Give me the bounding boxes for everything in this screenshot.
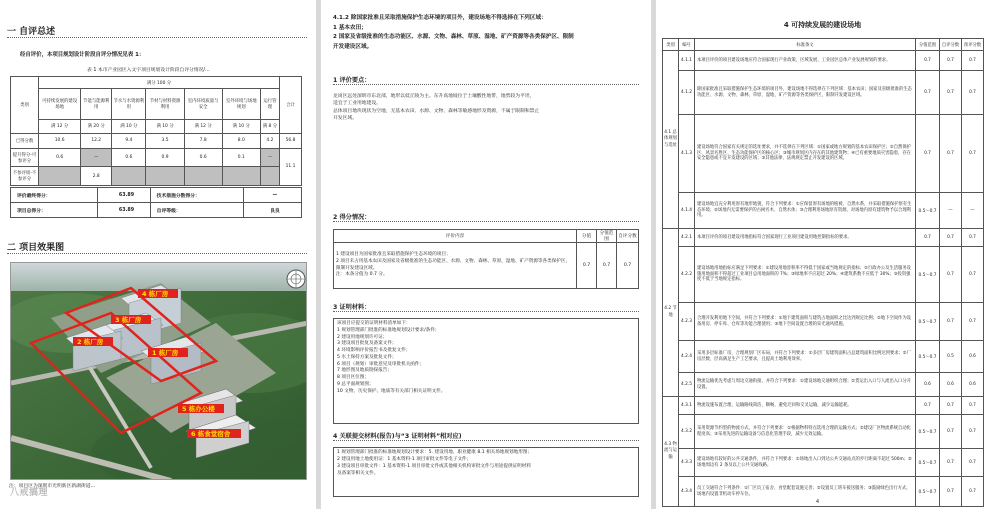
col-header: 类别 [663,39,679,51]
table-cell: 3.5 [146,133,184,148]
col-header: 编号 [679,39,695,51]
score-range: 0.7 [916,229,940,247]
supporting-list [333,447,639,497]
score-value: 0.7 [577,243,597,289]
list-item: 2 建设用地土地使用证：1 基本资料-1 项目审批文件等电子文件； [337,456,472,462]
clause-id: 4.3.4 [679,477,695,507]
full-score-header: 满分 100 分 [39,77,280,89]
section-score: 2 得分情况： [333,214,371,221]
tech-score-value: — [243,188,301,203]
self-evaluation-statement: 经自评价，本项目规划设计阶段自评分情况见表 1： [20,52,145,58]
dotted-divider [333,311,639,312]
table-cell [39,167,81,186]
pre-score: 0.7 [962,415,984,449]
self-score: 0.7 [940,229,962,247]
self-score: 0.7 [940,449,962,477]
full-score-cell: 满 12 分 [184,120,222,133]
table-cell [260,167,279,186]
clause-text: 建设场地有较好的公共交通条件，并符合下列要求：①场地出入口到达公共交通站点的步行距离不超过 500m；②场地周边有 2 条及以上公共交通线路。 [695,449,916,477]
list-item: 5 水土保持方案及批复文件； [337,354,397,360]
project-aerial-rendering [10,262,307,480]
score-range: 0.5～0.7 [916,449,940,477]
document-page-2 [321,0,651,509]
list-item: 1 规划管理部门批准的标准地规划设计要求/条件； [337,327,440,333]
table-row [11,148,302,167]
table-cell [222,167,260,186]
table-cell: 4.2 [260,133,279,148]
building-label-6: 6 栋食堂宿舍 [191,430,231,438]
document-page-1 [0,0,316,509]
evaluation-paragraph [333,93,638,123]
col-header: 标准条文 [695,39,916,51]
col-header: 评价内容 [334,230,577,243]
list-item: 2 建设用地规划许可证； [337,334,388,340]
clause-text: 采用资源节约型的物流方式，并符合下列要求：①根据物料特点选用合理的运输方式；②建设厂区物流系统自动化程度高；③采用先进的运输设备与信息化管理手段，减少无效运输。 [695,415,916,449]
table-row [663,477,984,507]
table-row [11,133,302,148]
score-range: 0.5～0.7 [916,477,940,507]
list-item: 8 项目区位图； [337,375,369,380]
col-header: 分值范围 [597,230,617,243]
pre-score: 0.7 [962,247,984,303]
self-level-label: 自评等级： [150,203,243,218]
clause-line: 1 基本农田； [333,24,367,31]
clause-text: 本项目评价的项目建设场地应符合国家现行产业政策，区域发展、工业园区总体产业发展规划的要求。 [695,51,916,71]
table-caption: 表 1 本市产业园区入文字项目规划设计阶段自评分情况/... [87,68,210,73]
tech-score-label: 技术措施分数得分： [150,188,243,203]
clause-text: 员工交通符合下列条件：①厂区员工宿舍、食堂配套设施完善；②设置员工班车接送服务；③鼓励绿色出行方式，场地内设置非机动车停车位。 [695,477,916,507]
group-label: 4.3 物流与运输 [663,397,679,507]
pre-score: 0.7 [962,397,984,415]
table-row [11,167,302,186]
clause-text: 本项目评价的项目建设用地指标符合国家现行工业项目建设用地控制指标的要求。 [695,229,916,247]
clause-line: 2 国家及省级批准的生态功能区、水源、文物、森林、草原、湿地、矿产资源等各类保护区、限制 [333,34,574,40]
table-row [663,51,984,71]
pre-score: 0.7 [962,303,984,341]
full-score-cell: 满 10 分 [222,120,260,133]
self-score: 0.7 [940,303,962,341]
clause-text: 建设场地宜充分利用原有地形地貌，符合下列要求：①应保留原有场地的植被、自然水系，并采取措施保护原有生态环境；②场地内无需要保护的古树名木、自然水体；③合理利用场地原有资源，对场地内原有建筑物予以合理利用。 [695,193,916,229]
clause-text: 物流运输优先考虑与周边交通衔接，并符合下列要求：①建设场地交通组织合理；②货运出入口与人流出入口分开设置。 [695,373,916,397]
clause-id: 4.3.2 [679,415,695,449]
row-label: 提升得分-可参评分 [11,148,39,167]
col-header: 自评分数 [940,39,962,51]
table-cell [184,167,222,186]
list-item: 9 总平面规划图； [337,381,374,387]
clause-id: 4.2.2 [679,247,695,303]
table-row [663,247,984,303]
clause-heading [333,14,643,52]
self-score: 0.7 [940,115,962,193]
col-header: 室外环境与场地规划 [222,89,260,120]
clause-id: 4.3.3 [679,449,695,477]
row-label: 已得分数 [11,133,39,148]
score-range: 0.5～0.7 [916,341,940,373]
eval-score-label: 评价最终得分： [11,188,98,203]
col-header: 预评分数 [962,39,984,51]
table-cell: 10.6 [39,133,81,148]
clause-line: 4.1.2 除国家批准且采取措施保护生态环境的项目外，建设场地不得选择在下列区域： [333,15,547,21]
clause-id: 4.3.1 [679,397,695,415]
building-label-4: 4 栋厂房 [142,290,169,298]
col-header: 可持续发展的建设场地 [39,89,81,120]
clause-id: 4.2.4 [679,341,695,373]
project-score-label: 项目总得分： [11,203,98,218]
clause-id: 4.1.1 [679,51,695,71]
section-evidence: 3 证明材料： [333,304,371,311]
self-score: 0.7 [940,415,962,449]
building-label-2: 2 栋厂房 [77,338,104,346]
score-footnote: 注：本条分值为 0.7 分。 [336,272,388,278]
eval-score-value: 63.89 [98,188,150,203]
group-label: 4.2 节地 [663,229,679,397]
table-cell: 0.1 [222,148,260,167]
row-label: 不参评项-不参评分 [11,167,39,186]
clause-id: 4.1.4 [679,193,695,229]
col-header: 分值 [577,230,597,243]
table-row [663,193,984,229]
document-page-3 [656,0,989,509]
table-row [663,449,984,477]
building-label-3: 3 栋厂房 [115,316,142,324]
dotted-divider [333,440,639,441]
table-cell: — [81,148,112,167]
col-header: 运行管理 [260,89,279,120]
full-score-cell: 满 12 分 [39,120,81,133]
table-cell: 0.6 [184,148,222,167]
pre-score: 0.6 [962,373,984,397]
full-score-cell: 满 20 分 [81,120,112,133]
table-cell: 12.2 [81,133,112,148]
pre-score: 0.7 [962,71,984,115]
pre-score: 0.7 [962,51,984,71]
clause-id: 4.2.1 [679,229,695,247]
table-total-cell: 56.8 [280,133,302,148]
full-score-cell: 满 8 分 [260,120,279,133]
table-row [663,373,984,397]
criteria-table [662,38,984,507]
col-header: 分值范围 [916,39,940,51]
self-score: 0.7 [617,243,639,289]
page-number: 4 [816,500,820,505]
col-total-header: 合计 [280,77,302,134]
section-supporting-materials: 4 关联提交材料(报告)与“3 证明材料”相对应) [333,433,462,440]
paragraph-line: 开发区域。 [333,116,357,122]
col-category-header: 类别 [11,77,39,134]
pre-score: 0.7 [962,449,984,477]
self-score-table [10,76,302,186]
self-score: 0.5 [940,341,962,373]
clause-text: 物流设施布置合理，运输路线简洁、顺畅，避免迂回和交叉运输，减少运输能耗。 [695,397,916,415]
table-cell [112,167,146,186]
section-title-self-evaluation: 一 自评总述 [7,27,56,37]
self-score: 0.6 [940,373,962,397]
section-title-renderings: 二 项目效果图 [7,243,65,253]
dotted-divider [7,253,307,254]
score-range: 0.7 [916,397,940,415]
score-range: 0.7 [916,115,940,193]
clause-text: 除国家批准且采取措施保护生态环境的项目外，建设场地不得选择在下列区域：基本农田；国家及省级批准的生态功能区、水源、文物、森林、草原、湿地、矿产资源等各类保护区，限制开发建设区域。 [695,71,916,115]
list-item: 及备案等相关文件。 [337,470,379,476]
pre-score: 0.7 [962,115,984,193]
score-range: 0.5～0.7 [916,415,940,449]
table-cell: 0.9 [146,148,184,167]
score-range: 0.5～0.7 [916,303,940,341]
paragraph-line: 龙岗区远处深圳市东北部，地形以低丘陵为主。东升高地坡位于土壤酸性地带，地势较为平坦， [333,94,535,99]
self-score: 0.7 [940,247,962,303]
chapter-title: 4 可持续发展的建设场地 [783,21,862,29]
table-cell [146,167,184,186]
group-label: 4.1 总体规划与选址 [663,51,679,229]
rendering-caption: 注：项目区为深圳市光明新区新湖街道... [9,484,96,489]
table-row [663,115,984,193]
table-row [663,415,984,449]
score-item: 2 项目未占用基本农田及国家及省级批准的生态功能区、水源、文物、森林、草原、湿地、矿产资源等各类保护区，限制开发建设区域。 [336,258,571,271]
clause-text: 建设场地符合国家有关规定的选址要求，并不选择在下列区域：①国家或地方规划的基本农田保护区；②自然保护区、风景名胜区、生态功能保护区的核心区；③城市规划区内存在的其他建筑物；④已有重要地质灾害隐患，存在安全隐患或不宜开发建设的区域；⑤其他法律、法规规定禁止开发建设的区域。 [695,115,916,193]
score-range: 0.5～0.7 [916,247,940,303]
score-range: 0.7 [916,51,940,71]
list-item: 10 文物、历史保护、地质等有关部门相关证明文件。 [337,388,446,394]
table-cell: 0.6 [39,148,81,167]
pre-score: — [962,193,984,229]
evidence-list [333,318,639,424]
table-cell: 2.8 [81,167,112,186]
score-range: 0.5～0.7 [916,193,940,229]
table-cell: 9.4 [112,133,146,148]
building-label-1: 1 栋厂房 [152,349,179,357]
score-item: 1 建设项目为国家批准且采取措施保护生态环境的项目； [336,252,451,258]
list-item: 7 地形图及地质勘探报告； [337,368,392,374]
table-cell: — [260,148,279,167]
building-label-5: 5 栋办公楼 [182,405,215,413]
list-item: 6 项目（规划）审批意见及审批机关函件； [337,361,425,367]
list-item: 4 环境影响评价报告书及批复文件； [337,348,411,353]
section-evaluation-points: 1 评价要点： [333,77,371,84]
clause-line: 开发建设区域。 [333,43,373,50]
pre-score: 0.7 [962,477,984,507]
clause-text: 合理开发利用地下空间，并符合下列要求：①地下建筑面积与建筑占地面积之比达到规定比例；②地下空间作为设备用房、停车库、仓库等功能合理使用；③地下空间设置合理的采光通风措施。 [695,303,916,341]
col-header: 自评分数 [617,230,639,243]
clause-text: 建设场地用地指标应满足下列要求：①建设用地容积率不得低于国家或当地规定的指标；②行政办公及生活服务设施用地面积不得超过工业项目总用地面积的 7%；③绿地率不应超过 20%；④建筑系数不应低于 30%；⑤投资强度不低于当地规定指标。 [695,247,916,303]
table-row [663,341,984,373]
dotted-divider [333,84,639,85]
list-item: 该项目应提交的证明材料清单如下： [337,321,411,326]
list-item: 1 规划管理部门批准的标准地规划设计要求：5. 建设用地、职业健康 8.1 相关场地规划地形图； [337,450,533,455]
pre-score: 0.6 [962,341,984,373]
score-table [333,229,639,289]
table-row [663,397,984,415]
clause-text: 采用多层标准厂房，合理规划厂区布局，并符合下列要求：①多层厂房建筑面积占总建筑面积比例达到要求；②厂房层数、层高满足生产工艺要求，且提高土地利用效率。 [695,341,916,373]
watermark-logo: 八戒搞理 [10,488,49,498]
table-row [663,303,984,341]
table-total-cell: 11.1 [280,148,302,185]
col-header: 节材与材料资源利用 [146,89,184,120]
clause-id: 4.2.3 [679,303,695,341]
self-score: — [940,193,962,229]
full-score-cell: 满 10 分 [112,120,146,133]
self-level-value: 良良 [243,203,301,218]
clause-id: 4.1.3 [679,115,695,193]
full-score-cell: 满 10 分 [146,120,184,133]
score-range: 0.7 [916,71,940,115]
paragraph-line: 总体项目地块现状为空地，无基本农田、水源、文物、森林等敏感地形及资源，不属于限制和禁止 [333,108,540,114]
col-header: 室内环境质量与安全 [184,89,222,120]
pre-score: 0.7 [962,229,984,247]
list-item: 3 建设项目批复及备案文件； [337,341,397,347]
summary-table [10,187,302,218]
table-row [663,229,984,247]
table-cell: 8.0 [222,133,260,148]
score-range: 0.6 [916,373,940,397]
table-cell: 0.6 [112,148,146,167]
self-score: 0.7 [940,477,962,507]
clause-id: 4.2.5 [679,373,695,397]
project-score-value: 63.89 [98,203,150,218]
table-row [663,71,984,115]
list-item: 3 建设项目审批文件：1 基本资料-1 项目审批文件或其他相关机构审批文件与用途提供证明材料 [337,463,531,469]
dotted-divider [333,221,639,222]
self-score: 0.7 [940,397,962,415]
score-content [334,243,577,289]
score-range: 0.7 [597,243,617,289]
col-header: 节能与能源利用 [81,89,112,120]
paragraph-line: 适宜于工业用地建设。 [333,101,381,107]
self-score: 0.7 [940,51,962,71]
col-header: 节水与水资源利用 [112,89,146,120]
clause-id: 4.1.2 [679,71,695,115]
table-cell: 7.8 [184,133,222,148]
self-score: 0.7 [940,71,962,115]
aerial-rendering-image [11,263,307,480]
dotted-divider [7,37,307,38]
